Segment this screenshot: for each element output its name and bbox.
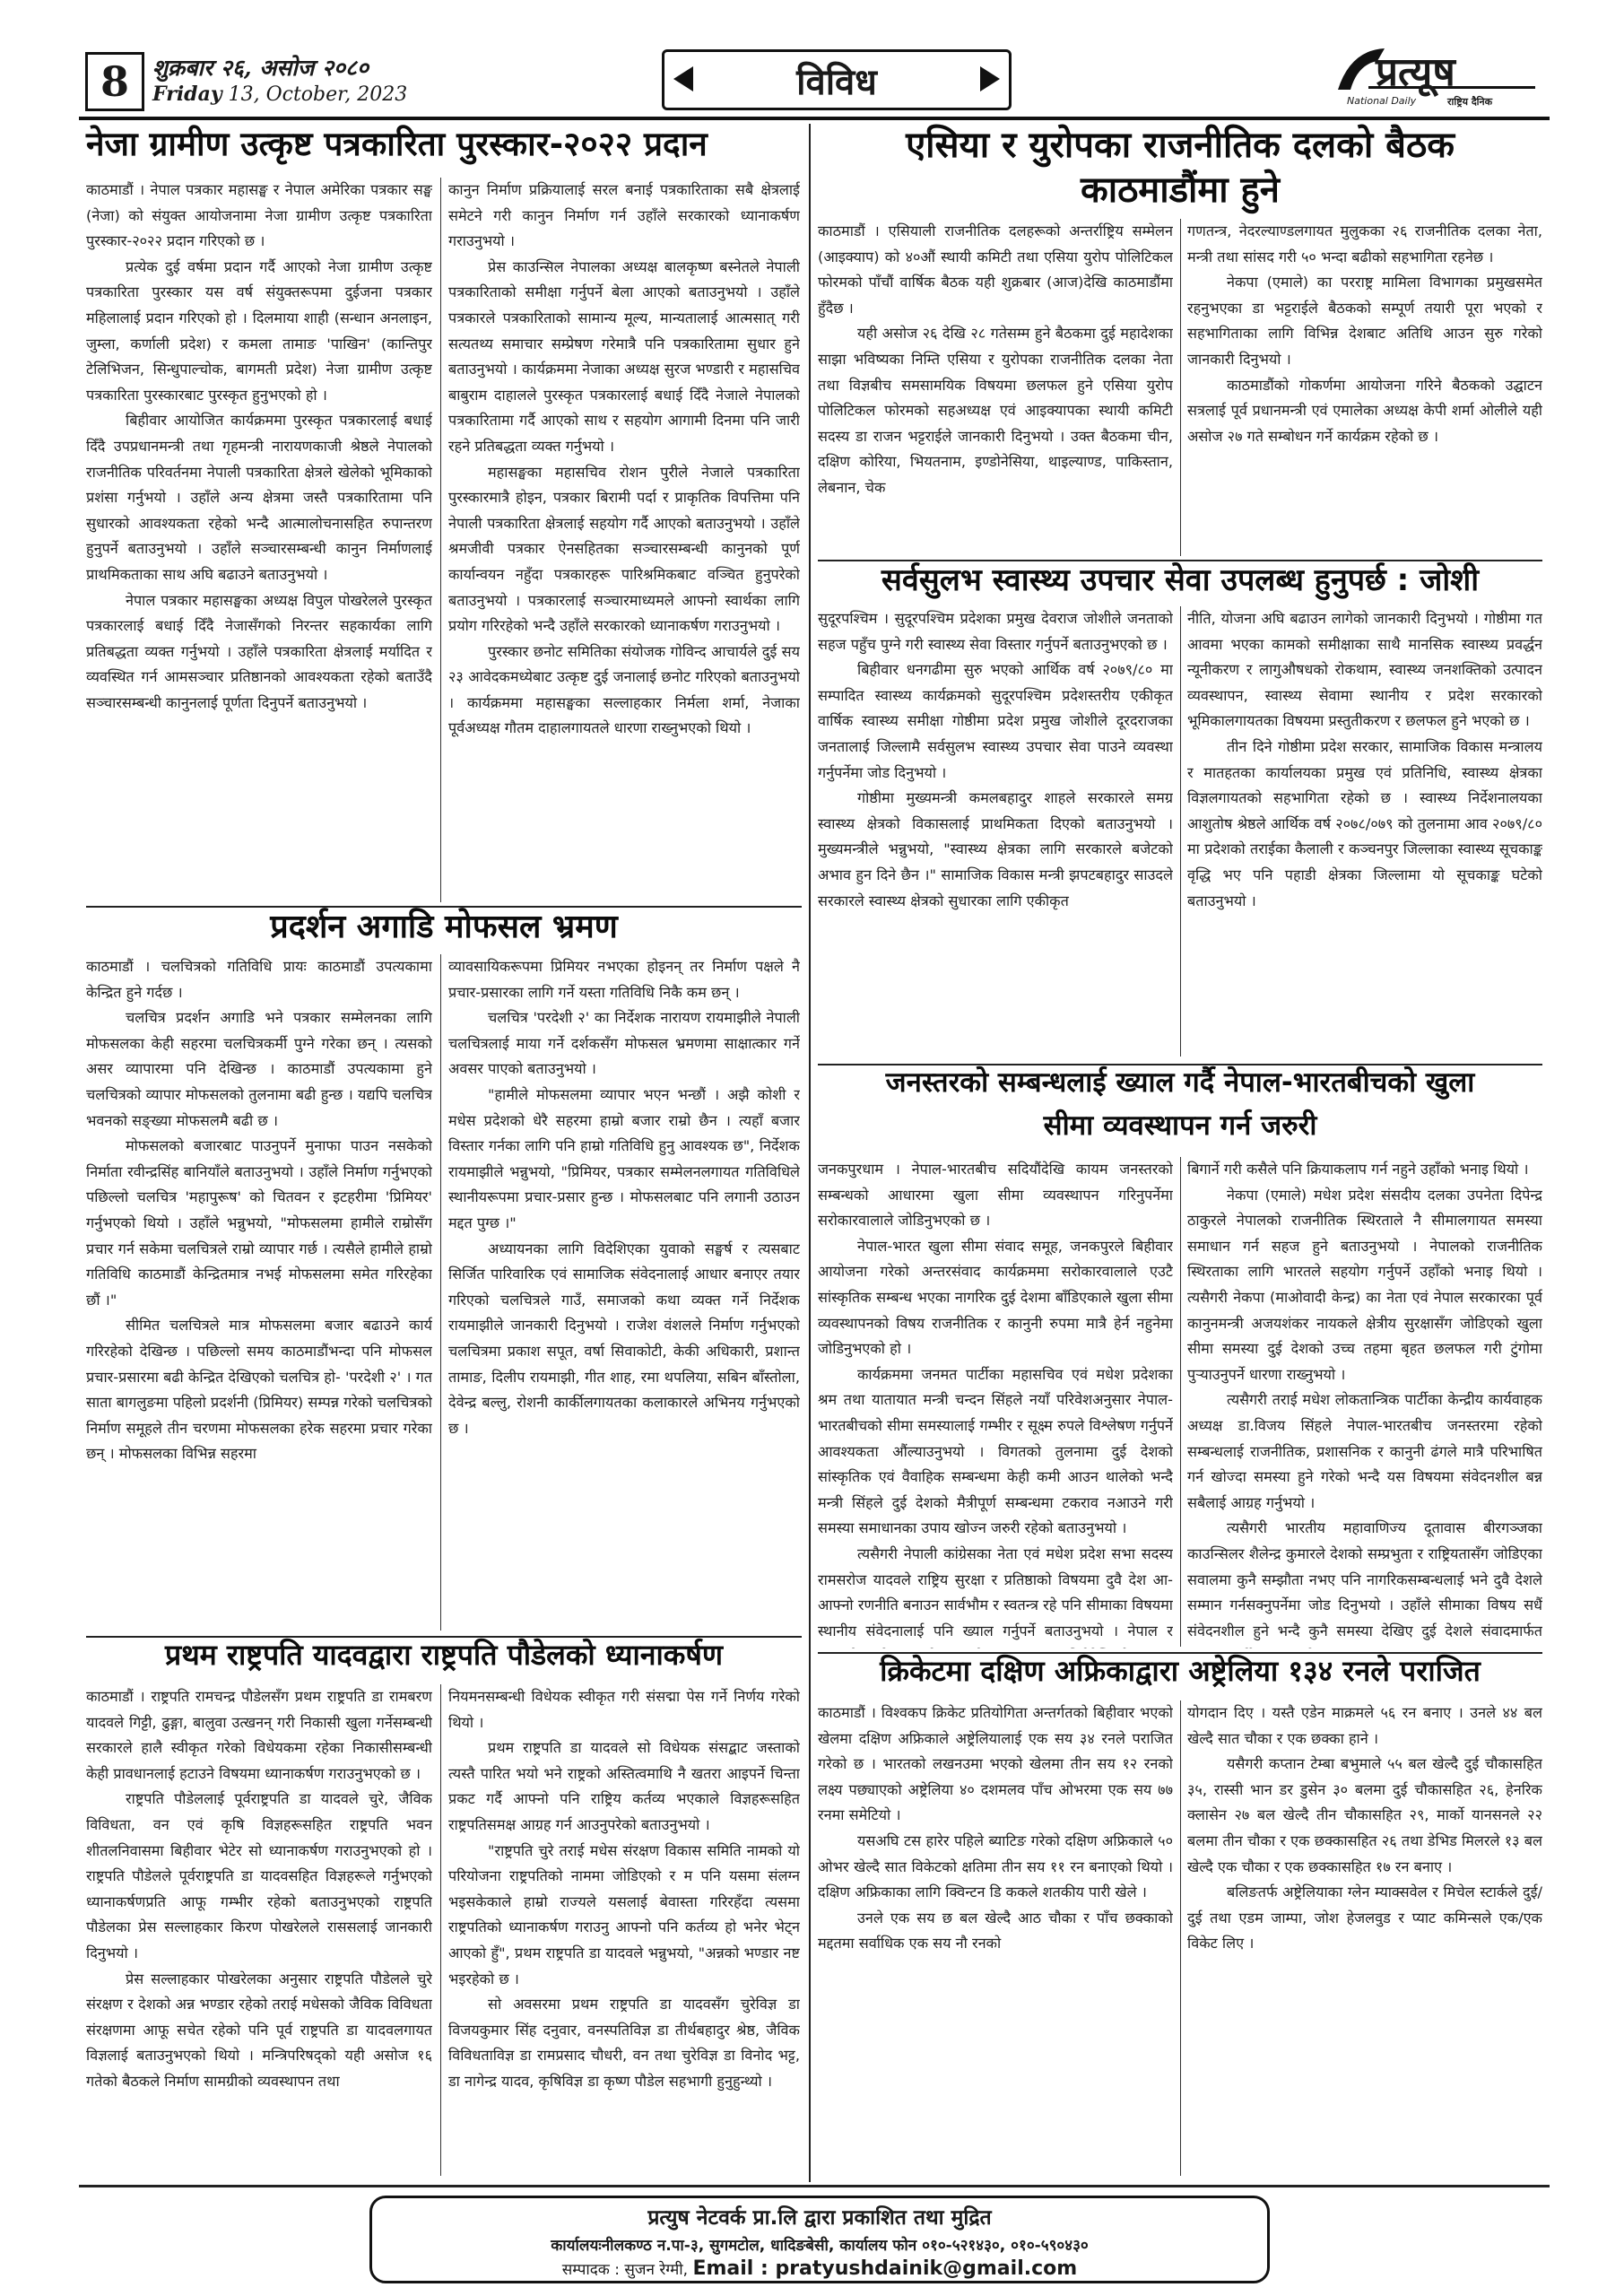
paragraph: चलचित्र प्रदर्शन अगाडि भने पत्रकार सम्मेलनका लागि मोफसलका केही सहरमा चलचित्रकर्मी पुग्ने गरेका छन् । त्यसको असर व्यापारमा पनि देखिन्छ । काठमाडौं उपत्यकामा हुने चलचित्रको व्यापार मोफसलको तुलनामा बढी हुन्छ । यद्यपि चलचित्र भवनको सङ्ख्या मोफसलमै बढी छ । [86, 1009, 432, 1129]
paragraph: "राष्ट्रपति चुरे तराई मधेस संरक्षण विकास समिति नामको यो परियोजना राष्ट्रपतिको नाममा जोडिएको र म पनि यसमा संलग्न भइसकेकाले हाम्रो राज्यले यसलाई बेवास्ता गरिरहँदा त्यसमा राष्ट्रपतिको ध्यानाकर्षण गराउनु आफ्नो पनि कर्तव्य हो भनेर भेट्न आएको हुँ", प्रथम राष्ट्रपति डा यादवले भन्नुभयो, "अन्नको भण्डार नष्ट भइरहेको छ । [448, 1841, 800, 1987]
paragraph: नियमनसम्बन्धी विधेयक स्वीकृत गरी संसद्मा पेस गर्ने निर्णय गरेको थियो । [448, 1688, 800, 1731]
paragraph: कानुन निर्माण प्रक्रियालाई सरल बनाई पत्रकारिताका सबै क्षेत्रलाई समेटने गरी कानुन निर्माण गर्न उहाँले सरकारको ध्यानाकर्षण गराउनुभयो । [448, 181, 800, 250]
article-column [448, 954, 800, 1632]
article-column [448, 178, 800, 904]
paragraph: सो अवसरमा प्रथम राष्ट्रपति डा यादवसँग चुरेविज्ञ डा विजयकुमार सिंह दनुवार, वनस्पतिविज्ञ डा तीर्थबहादुर श्रेष्ठ, जैविक विविधताविज्ञ डा रामप्रसाद चौधरी, वन तथा चुरेविज्ञ डा विनोद भट्ट, डा नागेन्द्र यादव, कृषिविज्ञ डा कृष्ण पौडेल सहभागी हुनुहुन्थ्यो । [448, 1996, 800, 2090]
article-headline: एसिया र युरोपका राजनीतिक दलको बैठक [906, 125, 1455, 166]
article-column [1187, 1157, 1542, 1648]
article-column [1187, 1700, 1542, 2179]
article-separator [818, 560, 1542, 561]
paragraph: नेकपा (एमाले) मधेश प्रदेश संसदीय दलका उपनेता दिपेन्द्र ठाकुरले नेपालको राजनीतिक स्थिरताले नै सीमालगायत समस्या समाधान गर्न सहज हुने बताउनुभयो । नेपालको राजनीतिक स्थिरताका लागि भारतले सहयोग गर्नुपर्ने उहाँको भनाइ थियो । त्यसैगरी नेकपा (माओवादी केन्द्र) का नेता एवं नेपाल सरकारका पूर्व कानुनमन्त्री अजयशंकर नायकले क्षेत्रीय सुरक्षासँग जोडिएको खुला सीमा समस्या दुई देशको उच्च तहमा बृहत छलफल गरी टुंगोमा पुऱ्याउनुपर्ने धारणा राख्नुभयो । [1187, 1186, 1542, 1383]
masthead-rule [79, 117, 1550, 120]
weekday: Friday [152, 83, 222, 106]
column-divider [1180, 1157, 1181, 1647]
paragraph: यसैगरी कप्तान टेम्बा बभुमाले ५५ बल खेल्दै दुई चौकासहित ३५, रास्सी भान डर डुसेन ३० बलमा दुई चौकासहित २६, हेनरिक क्लासेन २७ बल खेल्दै तीन चौकासहित २९, मार्को यानसनले २२ बलमा तीन चौका र एक छक्कासहित २६ तथा डेभिड मिलरले १३ बल खेल्दै एक चौका र एक छक्कासहित १७ रन बनाए । [1187, 1755, 1542, 1875]
paragraph: सुदूरपश्चिम । सुदूरपश्चिम प्रदेशका प्रमुख देवराज जोशीले जनताको सहज पहुँच पुग्ने गरी स्वास्थ्य सेवा विस्तार गर्नुपर्ने बताउनुभएको छ । [818, 610, 1173, 653]
section-title: विविध [796, 62, 877, 103]
date-nepali: शुक्रबार २६, असोज २०८० [152, 55, 369, 81]
paragraph: "हामीले मोफसलमा व्यापार भएन भन्छौं । अझै कोशी र मधेस प्रदेशको धेरै सहरमा हाम्रो बजार राम्रो छैन । त्यहाँ बजार विस्तार गर्नका लागि पनि हाम्रो गतिविधि हुनु आवश्यक छ", निर्देशक रायमाझीले भन्नुभयो, "प्रिमियर, पत्रकार सम्मेलनलगायत गतिविधिले स्थानीयरूपमा प्रचार-प्रसार हुन्छ । मोफसलबाट पनि लगानी उठाउन मद्दत पुग्छ ।" [448, 1085, 800, 1231]
office-line: कार्यालयःनीलकण्ठ न.पा-३, सुगमटोल, धादिङबेसी, कार्यालय फोन ०१०-५२१४३०, ०१०-५९०४३० [551, 2237, 1089, 2255]
paragraph: कार्यक्रममा जनमत पार्टीका महासचिव एवं मधेश प्रदेशका श्रम तथा यातायात मन्त्री चन्दन सिंहले नयाँ परिवेशअनुसार नेपाल-भारतबीचको सीमा समस्यालाई गम्भीर र सूक्ष्म रुपले विश्लेषण गर्नुपर्ने आवश्यकता औंल्याउनुभयो । विगतको तुलनामा दुई देशको सांस्कृतिक एवं वैवाहिक सम्बन्धमा केही कमी आउन थालेको भन्दै मन्त्री सिंहले दुई देशको मैत्रीपूर्ण सम्बन्धमा टकराव नआउने गरी समस्या समाधानका उपाय खोज्न जरुरी रहेको बताउनुभयो । [818, 1365, 1173, 1537]
paragraph: प्रत्येक दुई वर्षमा प्रदान गर्दै आएको नेजा ग्रामीण उत्कृष्ट पत्रकारिता पुरस्कार यस वर्ष संयुक्तरूपमा दुईजना पत्रकार महिलालाई प्रदान गरिएको हो । दिलमाया शाही (सन्धान अनलाइन, जुम्ला, कर्णाली प्रदेश) र कमला तामाङ 'पाखिन' (कान्तिपुर टेलिभिजन, सिन्धुपाल्चोक, बागमती प्रदेश) नेजा ग्रामीण उत्कृष्ट पत्रकारिता पुरस्कारबाट पुरस्कृत हुनुभएको हो । [86, 257, 432, 404]
article-headline-line2: काठमाडौंमा हुने [1080, 170, 1280, 211]
paragraph: काठमाडौं । राष्ट्रपति रामचन्द्र पौडेलसँग प्रथम राष्ट्रपति डा रामबरण यादवले गिट्टी, ढुङ्गा, बालुवा उत्खनन् गरी निकासी खुला गर्नेसम्बन्धी सरकारले हालै स्वीकृत गरेको विधेयकमा रहेका निकासीसम्बन्धी केही प्रावधानलाई हटाउने विषयमा ध्यानाकर्षण गराउनुभएको छ । [86, 1688, 432, 1782]
logo-title: प्रत्यूष [1376, 49, 1455, 95]
page-column-divider [809, 124, 811, 2182]
paragraph: जनकपुरधाम । नेपाल-भारतबीच सदियौंदेखि कायम जनस्तरको सम्बन्धको आधारमा खुला सीमा व्यवस्थापन गरिनुपर्नेमा सरोकारवालाले जोडिनुभएको छ । [818, 1161, 1173, 1230]
email-address[interactable]: Email : pratyushdainik@gmail.com [692, 2257, 1078, 2280]
paragraph: नेपाल पत्रकार महासङ्घका अध्यक्ष विपुल पोखरेलले पुरस्कृत पत्रकारलाई बधाई दिँदै नेजासँगको निरन्तर सहकार्यका लागि प्रतिबद्धता व्यक्त गर्नुभयो । उहाँले पत्रकारिता क्षेत्रलाई मर्यादित र व्यवस्थित गर्न आमसञ्चार प्रतिष्ठानको आवश्यकता रहेको बताउँदै सञ्चारसम्बन्धी कानुनलाई पूर्णता दिनुपर्ने बताउनुभयो । [86, 591, 432, 711]
article-headline: नेजा ग्रामीण उत्कृष्ट पत्रकारिता पुरस्कार-२०२२ प्रदान [86, 125, 708, 163]
paragraph: प्रथम राष्ट्रपति डा यादवले सो विधेयक संसद्बाट जस्ताको त्यस्तै पारित भयो भने राष्ट्रको अस्तित्वमाथि नै खतरा आइपर्ने चिन्ता प्रकट गर्दै आफ्नो पनि राष्ट्रिय कर्तव्य भएकाले विज्ञहरूसहित राष्ट्रपतिसमक्ष आग्रह गर्न आउनुपरेको बताउनुभयो । [448, 1739, 800, 1833]
column-divider [1180, 1700, 1181, 2176]
article-column [86, 954, 432, 1632]
arrow-right-icon [980, 66, 1000, 91]
logo-subtitle-en: National Daily [1347, 95, 1417, 107]
publisher-line: प्रत्युष नेटवर्क प्रा.लि द्वारा प्रकाशित तथा मुद्रित [647, 2206, 992, 2230]
page-number: 8 [85, 52, 144, 111]
article-headline: सर्वसुलभ स्वास्थ्य उपचार सेवा उपलब्ध हुनुपर्छ : जोशी [881, 562, 1480, 598]
paragraph: यसअघि टस हारेर पहिले ब्याटिङ गरेको दक्षिण अफ्रिकाले ५० ओभर खेल्दै सात विकेटको क्षतिमा तीन सय ११ रन बनाएको थियो । दक्षिण अफ्रिकाका लागि क्विन्टन डि ककले शतकीय पारी खेले । [818, 1831, 1173, 1901]
article-separator [86, 906, 802, 908]
paragraph: त्यसैगरी नेपाली कांग्रेसका नेता एवं मधेश प्रदेश सभा सदस्य रामसरोज यादवले राष्ट्रिय सुरक्षा र प्रतिष्ठाको विषयमा दुवै देश आ-आफ्नो रणनीति बनाउन सार्वभौम र स्वतन्त्र रहे पनि सीमाका विषयमा स्थानीय संवेदनालाई पनि ख्याल गर्नुपर्ने बताउनुभयो । नेपाल र [818, 1544, 1173, 1639]
paragraph: काठमाडौं । एसियाली राजनीतिक दलहरूको अन्तर्राष्ट्रिय सम्मेलन (आइक्याप) को ४०औं स्थायी कमिटी तथा एसिया युरोप पोलिटिकल फोरमको पाँचौं वार्षिक बैठक यही शुक्रबार (आज)देखि काठमाडौंमा हुँदैछ । [818, 222, 1173, 317]
footer-rule [79, 2185, 1550, 2187]
editor-name: सम्पादक : सुजन रेग्मी, [561, 2261, 689, 2279]
article-headline-line2: सीमा व्यवस्थापन गर्न जरुरी [1043, 1109, 1317, 1142]
paragraph: काठमाडौं । चलचित्रको गतिविधि प्रायः काठमाडौं उपत्यकामा केन्द्रित हुने गर्दछ । [86, 958, 432, 1001]
paragraph: गोष्ठीमा मुख्यमन्त्री कमलबहादुर शाहले सरकारले समग्र स्वास्थ्य क्षेत्रको विकासलाई प्राथमिकता दिएको बताउनुभयो । मुख्यमन्त्रीले भन्नुभयो, "स्वास्थ्य क्षेत्रका लागि सरकारले बजेटको अभाव हुन दिने छैन ।" सामाजिक विकास मन्त्री झपटबहादुर साउदले सरकारले स्वास्थ्य क्षेत्रको सुधारका लागि एकीकृत [818, 789, 1173, 909]
imprint-box [369, 2196, 1270, 2283]
article-column [1187, 606, 1542, 1060]
newspaper-logo [1333, 43, 1537, 109]
paragraph: व्यावसायिकरूपमा प्रिमियर नभएका होइनन् तर निर्माण पक्षले नै प्रचार-प्रसारका लागि गर्ने यस्ता गतिविधि निकै कम छन् । [448, 958, 800, 1001]
paragraph: त्यसैगरी भारतीय महावाणिज्य दूतावास बीरगञ्जका काउन्सिलर शैलेन्द्र कुमारले देशको सम्प्रभुता र राष्ट्रियतासँग जोडिएका सवालमा कुनै सम्झौता नभए पनि नागरिकसम्बन्धलाई भने दुवै देशले सम्मान गर्नसक्नुपर्नेमा जोड दिनुभयो । उहाँले सीमाका विषय सधैं संवेदनशील हुने भन्दै कुनै समस्या देखिए दुई देशले संवादमार्फत [1187, 1519, 1542, 1639]
date-text: 13, October, 2023 [228, 83, 408, 106]
paragraph: उनले एक सय छ बल खेल्दै आठ चौका र पाँच छक्काको मद्दतमा सर्वाधिक एक सय नौ रनको [818, 1909, 1173, 1952]
paragraph: नीति, योजना अघि बढाउन लागेको जानकारी दिनुभयो । गोष्ठीमा गत आवमा भएका कामको समीक्षाका साथै मानसिक स्वास्थ्य प्रवर्द्धन न्यूनीकरण र लागुऔषधको रोकथाम, स्वास्थ्य जनशक्तिको उत्पादन व्यवस्थापन, स्वास्थ्य सेवामा स्थानीय र प्रदेश सरकारको भूमिकालगायतका विषयमा प्रस्तुतीकरण र छलफल हुने भएको छ । [1187, 610, 1542, 730]
article-column [818, 1700, 1173, 2179]
column-divider [440, 1684, 441, 2176]
article-column [1187, 219, 1542, 558]
paragraph: प्रेस सल्लाहकार पोखरेलका अनुसार राष्ट्रपति पौडेलले चुरे संरक्षण र देशको अन्न भण्डार रहेको तराई मधेसको जैविक विविधता संरक्षणमा आफू सचेत रहेको पनि पूर्व राष्ट्रपति डा यादवलगायत विज्ञलाई बताउनुभएको थियो । मन्त्रिपरिषद्को यही असोज १६ गतेको बैठकले निर्माण सामग्रीको व्यवस्थापन तथा [86, 1970, 432, 2090]
paragraph: प्रेस काउन्सिल नेपालका अध्यक्ष बालकृष्ण बस्नेतले नेपाली पत्रकारिताको समीक्षा गर्नुपर्ने बेला आएको बताउनुभयो । उहाँले पत्रकारले पत्रकारिताको सामान्य मूल्य, मान्यतालाई आत्मसात् गरी सत्यतथ्य समाचार सम्प्रेषण गरेमात्रै पनि पत्रकारितामा सुधार हुने बताउनुभयो । कार्यक्रममा नेजाका अध्यक्ष सुरज भण्डारी र महासचिव बाबुराम दाहालले पुरस्कृत पत्रकारलाई बधाई दिँदै नेजाले नेपालको पत्रकारितामा गर्दै आएको साथ र सहयोग आगामी दिनमा पनि जारी रहने प्रतिबद्धता व्यक्त गर्नुभयो । [448, 257, 800, 455]
paragraph: गणतन्त्र, नेदरल्याण्डलगायत मुलुकका २६ राजनीतिक दलका नेता, मन्त्री तथा सांसद गरी ५० भन्दा बढीको सहभागिता रहनेछ । [1187, 222, 1542, 265]
article-separator [818, 1064, 1542, 1065]
paragraph: बलिङतर्फ अष्ट्रेलियाका ग्लेन म्याक्सवेल र मिचेल स्टार्कले दुई/दुई तथा एडम जाम्पा, जोश हेजलवुड र प्याट कमिन्सले एक/एक विकेट लिए । [1187, 1883, 1542, 1952]
paragraph: पुरस्कार छनोट समितिका संयोजक गोविन्द आचार्यले दुई सय २३ आवेदकमध्येबाट उत्कृष्ट दुई जनालाई छनोट गरिएको बताउनुभयो । कार्यक्रममा महासङ्घका सल्लाहकार निर्मला शर्मा, नेजाका पूर्वअध्यक्ष गौतम दाहालगायतले धारणा राख्नुभएको थियो । [448, 642, 800, 737]
paragraph: काठमाडौं । विश्वकप क्रिकेट प्रतियोगिता अन्तर्गतको बिहीवार भएको खेलमा दक्षिण अफ्रिकाले अष्ट्रेलियालाई एक सय ३४ रनले पराजित गरेको छ । भारतको लखनउमा भएको खेलमा तीन सय १२ रनको लक्ष्य पछ्याएको अष्ट्रेलिया ४० दशमलव पाँच ओभरमा एक सय ७७ रनमा समेटियो । [818, 1704, 1173, 1824]
paragraph: नेकपा (एमाले) का परराष्ट्र मामिला विभागका प्रमुखसमेत रहनुभएका डा भट्टराईले बैठकको सम्पूर्ण तयारी पूरा भएको र सहभागिताका लागि विभिन्न देशबाट अतिथि आउन सुरु गरेको जानकारी दिनुभयो । [1187, 274, 1542, 368]
article-column [448, 1684, 800, 2179]
date-english [152, 83, 407, 106]
article-headline: प्रथम राष्ट्रपति यादवद्वारा राष्ट्रपति पौडेलको ध्यानाकर्षण [164, 1638, 723, 1672]
article-headline: जनस्तरको सम्बन्धलाई ख्याल गर्दै नेपाल-भारतबीचको खुला [885, 1066, 1475, 1099]
paragraph: मोफसलको बजारबाट पाउनुपर्ने मुनाफा पाउन नसकेको निर्माता रवीन्द्रसिंह बानियाँले बताउनुभयो । उहाँले निर्माण गर्नुभएको पछिल्लो चलचित्र 'महापुरूष' को चितवन र इटहरीमा 'प्रिमियर' गर्नुभएको थियो । उहाँले भन्नुभयो, "मोफसलमा हामीले राम्रोसँग प्रचार गर्न सकेमा चलचित्रले राम्रो व्यापार गर्छ । त्यसैले हामीले हाम्रो गतिविधि काठमाडौं केन्द्रितमात्र नभई मोफसलमा समेत गरिरहेका छौं ।" [86, 1137, 432, 1309]
column-divider [1180, 219, 1181, 556]
paragraph: चलचित्र 'परदेशी २' का निर्देशक नारायण रायमाझीले नेपाली चलचित्रलाई माया गर्ने दर्शकसँग मोफसल भ्रमणमा साक्षात्कार गर्ने अवसर पाएको बताउनुभयो । [448, 1009, 800, 1078]
paragraph: यही असोज २६ देखि २८ गतेसम्म हुने बैठकमा दुई महादेशका साझा भविष्यका निम्ति एसिया र युरोपका राजनीतिक दलका नेता तथा विज्ञबीच समसामयिक विषयमा छलफल हुने एसिया युरोप पोलिटिकल फोरमको सहअध्यक्ष एवं आइक्यापका स्थायी कमिटी सदस्य डा राजन भट्टराईले जानकारी दिनुभयो । उक्त बैठकमा चीन, दक्षिण कोरिया, भियतनाम, इण्डोनेसिया, थाइल्याण्ड, पाकिस्तान, लेबनान, चेक [818, 325, 1173, 496]
paragraph: योगदान दिए । यस्तै एडेन माक्रमले ५६ रन बनाए । उनले ४४ बल खेल्दै सात चौका र एक छक्का हाने । [1187, 1704, 1542, 1747]
article-headline: क्रिकेटमा दक्षिण अफ्रिकाद्वारा अष्ट्रेलिया १३४ रनले पराजित [880, 1654, 1481, 1688]
article-column [86, 1684, 432, 2179]
paragraph: बिहीवार आयोजित कार्यक्रममा पुरस्कृत पत्रकारलाई बधाई दिँदै उपप्रधानमन्त्री तथा गृहमन्त्री नारायणकाजी श्रेष्ठले नेपालको राजनीतिक परिवर्तनमा नेपाली पत्रकारिता क्षेत्रले खेलेको भूमिकाको प्रशंसा गर्नुभयो । उहाँले अन्य क्षेत्रमा जस्तै पत्रकारितामा पनि सुधारको आवश्यकता रहेको भन्दै आत्मालोचनासहित रुपान्तरण हुनुपर्ने बताउनुभयो । उहाँले सञ्चारसम्बन्धी कानुन निर्माणलाई प्राथमिकताका साथ अघि बढाउने बताउनुभयो । [86, 412, 432, 583]
column-divider [1180, 606, 1181, 1057]
column-divider [440, 178, 441, 902]
article-headline: प्रदर्शन अगाडि मोफसल भ्रमण [270, 909, 618, 945]
article-column [818, 606, 1173, 1060]
paragraph: अध्यायनका लागि विदेशिएका युवाको सङ्घर्ष र त्यसबाट सिर्जित पारिवारिक एवं सामाजिक संवेदनालाई आधार बनाएर तयार गरिएको चलचित्रले गाउँ, समाजको कथा व्यक्त गर्ने निर्देशक रायमाझीले जानकारी दिनुभयो । राजेश वंशलले निर्माण गर्नुभएको चलचित्रमा प्रकाश सपूत, वर्षा सिवाकोटी, केकी अधिकारी, प्रशान्त तामाङ, दिलीप रायमाझी, गीत शाह, रमा थपलिया, सबिन बाँस्तोला, देवेन्द्र बल्लु, रोशनी कार्कीलगायतका कलाकारले अभिनय गर्नुभएको छ । [448, 1239, 800, 1437]
paragraph: सीमित चलचित्रले मात्र मोफसलमा बजार बढाउने कार्य गरिरहेको देखिन्छ । पछिल्लो समय काठमाडौंभन्दा पनि मोफसल प्रचार-प्रसारमा बढी केन्द्रित देखिएको चलचित्र हो- 'परदेशी २' । गत साता बागलुङमा पहिलो प्रदर्शनी (प्रिमियर) सम्पन्न गरेको चलचित्रको निर्माण समूहले तीन चरणमा मोफसलका हरेक सहरमा प्रचार गरेका छन् । मोफसलका विभिन्न सहरमा [86, 1317, 432, 1463]
logo-subtitle-np: राष्ट्रिय दैनिक [1447, 96, 1493, 108]
section-banner [662, 49, 1012, 110]
article-column [86, 178, 432, 904]
paragraph: काठमाडौं । नेपाल पत्रकार महासङ्घ र नेपाल अमेरिका पत्रकार सङ्घ (नेजा) को संयुक्त आयोजनामा नेजा ग्रामीण उत्कृष्ट पत्रकारिता पुरस्कार-२०२२ प्रदान गरिएको छ । [86, 181, 432, 250]
paragraph: महासङ्घका महासचिव रोशन पुरीले नेजाले पत्रकारिता पुरस्कारमात्रै होइन, पत्रकार बिरामी पर्दा र प्राकृतिक विपत्तिमा पनि नेपाली पत्रकारिता क्षेत्रलाई सहयोग गर्दै आएको बताउनुभयो । उहाँले श्रमजीवी पत्रकार ऐनसहितका सञ्चारसम्बन्धी कानुनको पूर्ण कार्यान्वयन नहुँदा पत्रकारहरू पारिश्रमिकबाट वञ्चित हुनुपरेको बताउनुभयो । पत्रकारलाई सञ्चारमाध्यमले आफ्नो स्वार्थका लागि प्रयोग गरिरहेको भन्दै उहाँले सरकारको ध्यानाकर्षण गराउनुभयो । [448, 463, 800, 635]
column-divider [440, 954, 441, 1631]
paragraph: बिगार्ने गरी कसैले पनि क्रियाकलाप गर्न नहुने उहाँको भनाइ थियो । [1187, 1161, 1529, 1178]
paragraph: नेपाल-भारत खुला सीमा संवाद समूह, जनकपुरले बिहीवार आयोजना गरेको अन्तरसंवाद कार्यक्रममा सरोकारवालाले एउटै सांस्कृतिक सम्बन्ध भएका नागरिक दुई देशमा बाँडिएकाले खुला सीमा व्यवस्थापनको विषय राजनीतिक र कानुनी रुपमा मात्रै हेर्न नहुनेमा जोडिनुभएको हो । [818, 1237, 1173, 1358]
paragraph: तीन दिने गोष्ठीमा प्रदेश सरकार, सामाजिक विकास मन्त्रालय र मातहतका कार्यालयका प्रमुख एवं प्रतिनिधि, स्वास्थ्य क्षेत्रका विज्ञलगायतको सहभागिता रहेको छ । स्वास्थ्य निर्देशनालयका आशुतोष श्रेष्ठले आर्थिक वर्ष २०७८/०७९ को तुलनामा आव २०७९/८० मा प्रदेशको तराईका कैलाली र कञ्चनपुर जिल्लाका स्वास्थ्य सूचकाङ्क वृद्धि भए पनि पहाडी क्षेत्रका जिल्लामा यो सूचकाङ्क घटेको बताउनुभयो । [1187, 737, 1542, 909]
editor-line [372, 2257, 1267, 2280]
paragraph: राष्ट्रपति पौडेललाई पूर्वराष्ट्रपति डा यादवले चुरे, जैविक विविधता, वन एवं कृषि विज्ञहरूसहित राष्ट्रपति भवन शीतलनिवासमा बिहीवार भेटेर सो ध्यानाकर्षण गराउनुभएको हो । राष्ट्रपति पौडेलले पूर्वराष्ट्रपति डा यादवसहित विज्ञहरूले गर्नुभएको ध्यानाकर्षणप्रति आफू गम्भीर रहेको बताउनुभएको राष्ट्रपति पौडेलका प्रेस सल्लाहकार किरण पोखरेलले राससलाई जानकारी दिनुभयो । [86, 1790, 432, 1961]
article-column [818, 1157, 1173, 1648]
paragraph: बिहीवार धनगढीमा सुरु भएको आर्थिक वर्ष २०७९/८० मा सम्पादित स्वास्थ्य कार्यक्रमको सुदूरपश्चिम प्रदेशस्तरीय एकीकृत वार्षिक स्वास्थ्य समीक्षा गोष्ठीमा प्रदेश प्रमुख जोशीले दूरदराजका जनतालाई जिल्लामै सर्वसुलभ स्वास्थ्य उपचार सेवा पाउने व्यवस्था गर्नुपर्नेमा जोड दिनुभयो । [818, 661, 1173, 781]
paragraph: त्यसैगरी तराई मधेश लोकतान्त्रिक पार्टीका केन्द्रीय कार्यवाहक अध्यक्ष डा.विजय सिंहले नेपाल-भारतबीच जनस्तरमा रहेको सम्बन्धलाई राजनीतिक, प्रशासनिक र कानुनी ढंगले मात्रै परिभाषित गर्न खोज्दा समस्या हुने गरेको भन्दै यस विषयमा संवेदनशील बन्न सबैलाई आग्रह गर्नुभयो । [1187, 1391, 1542, 1511]
article-column [818, 219, 1173, 558]
paragraph: काठमाडौंको गोकर्णमा आयोजना गरिने बैठकको उद्घाटन सत्रलाई पूर्व प्रधानमन्त्री एवं एमालेका अध्यक्ष केपी शर्मा ओलीले यही असोज २७ गते सम्बोधन गर्ने कार्यक्रम रहेको छ । [1187, 376, 1542, 445]
